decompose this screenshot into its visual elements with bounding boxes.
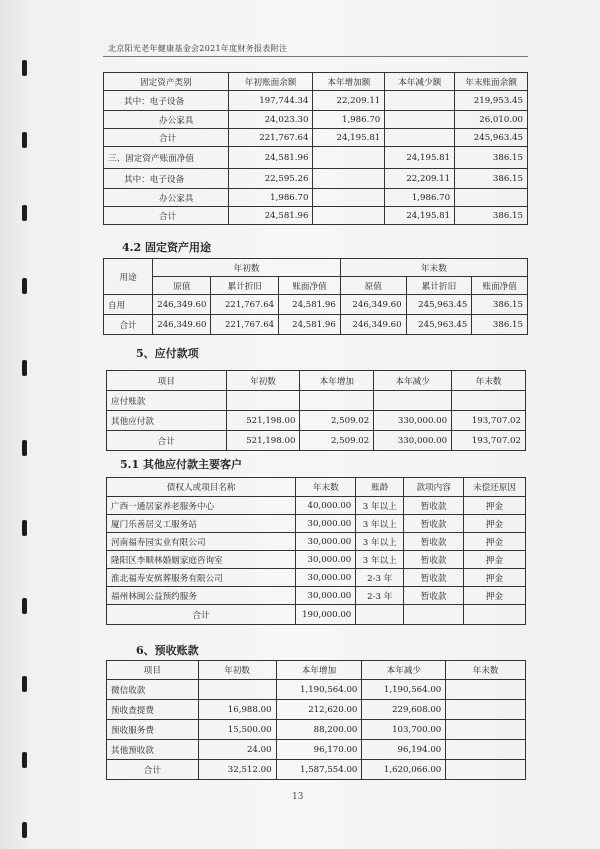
cell-value: 24,195.81: [313, 129, 385, 147]
cell-value: 330,000.00: [374, 411, 452, 431]
column-header: 项目: [107, 661, 199, 680]
row-label: 合计: [107, 760, 199, 780]
cell-value: 521,198.00: [226, 411, 300, 431]
creditor-name: 厦门乐善居义工服务站: [107, 515, 296, 533]
cell-value: 24,581.96: [228, 207, 313, 225]
cell-value: 219,953.45: [455, 91, 528, 111]
binding-hole: [22, 440, 27, 456]
binding-hole: [22, 132, 27, 148]
cell-value: 221,767.64: [211, 315, 279, 335]
creditor-name: 广西一通居家养老服务中心: [107, 497, 296, 515]
table-header-row: [107, 478, 526, 497]
column-header: 债权人或项目名称: [107, 478, 296, 497]
column-header: 本年增加: [276, 661, 362, 680]
cell-value: [385, 91, 455, 111]
empty-cell: [404, 605, 464, 625]
column-header: 款项内容: [404, 478, 464, 497]
row-label: 其中：电子设备: [104, 169, 229, 189]
section-title: 5.1 其他应付款主要客户: [120, 458, 242, 471]
column-header: 年末账面余额: [455, 73, 528, 91]
table-row: [107, 551, 526, 569]
cell-value: 1,986.70: [313, 111, 385, 129]
binding-hole: [22, 752, 27, 768]
row-label: 其他应付款: [107, 411, 227, 431]
cell-value: [446, 760, 526, 780]
cell-value: 1,587,554.00: [276, 760, 362, 780]
row-label: 微信收款: [107, 680, 199, 700]
cell-value: 1,190,564.00: [362, 680, 446, 700]
cell-value: 330,000.00: [374, 431, 452, 451]
cell-value: [313, 207, 385, 225]
row-label: 办公家具: [104, 189, 229, 207]
row-label: 三、固定资产账面净值: [104, 147, 229, 169]
cell-value: 押金: [464, 569, 526, 587]
cell-value: 40,000.00: [296, 497, 356, 515]
column-header: 原值: [153, 277, 211, 295]
binding-hole: [22, 676, 27, 692]
row-label: 其他预收款: [107, 740, 199, 760]
cell-value: 197,744.34: [228, 91, 313, 111]
table-row: [107, 391, 526, 411]
section-title: 5、应付款项: [136, 347, 199, 360]
cell-value: 24,581.96: [279, 315, 341, 335]
cell-value: 221,767.64: [228, 129, 313, 147]
cell-value: 24,581.96: [279, 295, 341, 315]
cell-value: 212,620.00: [276, 700, 362, 720]
cell-value: 245,963.45: [406, 315, 472, 335]
row-label: 预收查提费: [107, 700, 199, 720]
cell-value: 3 年以上: [356, 551, 404, 569]
creditor-name: 河南福寿园实业有限公司: [107, 533, 296, 551]
table-row: [107, 740, 526, 760]
cell-value: 1,620,066.00: [362, 760, 446, 780]
binding-hole: [22, 278, 27, 294]
table-row: [107, 680, 526, 700]
cell-value: 246,349.60: [153, 315, 211, 335]
fixed-assets-table: [103, 72, 528, 225]
row-label: 合计: [107, 431, 227, 451]
cell-value: 1,986.70: [228, 189, 313, 207]
table-row: [104, 207, 528, 225]
table-row: [104, 189, 528, 207]
table-row: [107, 720, 526, 740]
cell-value: 521,198.00: [226, 431, 300, 451]
column-header: 年初账面余额: [228, 73, 313, 91]
cell-value: 3 年以上: [356, 515, 404, 533]
creditor-name: 淮北福寿安殡葬服务有限公司: [107, 569, 296, 587]
table-header-row: [107, 661, 526, 680]
cell-value: 190,000.00: [296, 605, 356, 625]
table-row: [104, 111, 528, 129]
cell-value: 221,767.64: [211, 295, 279, 315]
cell-value: 押金: [464, 533, 526, 551]
cell-value: 暂收款: [404, 587, 464, 605]
table-total-row: [107, 760, 526, 780]
cell-value: [374, 391, 452, 411]
table-row: [107, 515, 526, 533]
binding-hole: [22, 598, 27, 614]
row-label: 合计: [104, 129, 229, 147]
cell-value: 24,581.96: [228, 147, 313, 169]
table-row: [107, 569, 526, 587]
table-row: [104, 147, 528, 169]
cell-value: 30,000.00: [296, 533, 356, 551]
empty-cell: [356, 605, 404, 625]
table-row: [104, 91, 528, 111]
table-subheader-row: [104, 277, 528, 295]
table-header-row: [104, 73, 528, 91]
column-header: 账面净值: [472, 277, 528, 295]
table-total-row: [107, 605, 526, 625]
other-payables-creditors-table: [106, 477, 526, 625]
row-label: 合计: [107, 605, 296, 625]
column-header: 本年增加: [300, 371, 374, 391]
column-header: 项目: [107, 371, 227, 391]
cell-value: 2-3 年: [356, 569, 404, 587]
column-header: 用途: [104, 259, 153, 295]
cell-value: 2,509.02: [300, 431, 374, 451]
cell-value: 24,195.81: [385, 207, 455, 225]
column-header: 未偿还原因: [464, 478, 526, 497]
cell-value: [446, 720, 526, 740]
cell-value: 1,190,564.00: [276, 680, 362, 700]
cell-value: 2-3 年: [356, 587, 404, 605]
cell-value: 16,988.00: [198, 700, 276, 720]
row-label: 应付账款: [107, 391, 227, 411]
cell-value: 386.15: [455, 207, 528, 225]
cell-value: 押金: [464, 587, 526, 605]
binding-holes: [0, 0, 40, 849]
cell-value: 押金: [464, 551, 526, 569]
cell-value: 22,595.26: [228, 169, 313, 189]
cell-value: [313, 189, 385, 207]
cell-value: 暂收款: [404, 515, 464, 533]
column-header: 本年减少: [362, 661, 446, 680]
column-header: 原值: [340, 277, 406, 295]
table-header-row: [104, 259, 528, 277]
empty-cell: [464, 605, 526, 625]
cell-value: 30,000.00: [296, 551, 356, 569]
column-header: 本年减少额: [385, 73, 455, 91]
cell-value: [452, 391, 526, 411]
table-row: [104, 295, 528, 315]
cell-value: [198, 680, 276, 700]
cell-value: 押金: [464, 497, 526, 515]
binding-hole: [22, 520, 27, 536]
table-row: [104, 315, 528, 335]
row-label: 合计: [104, 207, 229, 225]
cell-value: 2,509.02: [300, 411, 374, 431]
column-header: 账龄: [356, 478, 404, 497]
row-label: 办公家具: [104, 111, 229, 129]
column-header: 年初数: [226, 371, 300, 391]
cell-value: 386.15: [455, 147, 528, 169]
cell-value: 3 年以上: [356, 533, 404, 551]
cell-value: [446, 740, 526, 760]
cell-value: 26,010.00: [455, 111, 528, 129]
column-header: 累计折旧: [406, 277, 472, 295]
page-header: 北京阳光老年健康基金会2021年度财务报表附注: [108, 44, 288, 53]
table-header-row: [107, 371, 526, 391]
column-header: 本年增加额: [313, 73, 385, 91]
cell-value: 245,963.45: [455, 129, 528, 147]
cell-value: 24,023.30: [228, 111, 313, 129]
cell-value: 暂收款: [404, 497, 464, 515]
column-header: 累计折旧: [211, 277, 279, 295]
cell-value: 88,200.00: [276, 720, 362, 740]
fixed-assets-usage-table: [103, 258, 528, 335]
cell-value: 30,000.00: [296, 587, 356, 605]
cell-value: 22,209.11: [385, 169, 455, 189]
cell-value: [446, 700, 526, 720]
column-group-header: 年末数: [340, 259, 527, 277]
payables-table: [106, 370, 526, 451]
cell-value: [385, 111, 455, 129]
cell-value: [446, 680, 526, 700]
row-label: 其中：电子设备: [104, 91, 229, 111]
cell-value: 暂收款: [404, 551, 464, 569]
cell-value: 193,707.02: [452, 411, 526, 431]
cell-value: 245,963.45: [406, 295, 472, 315]
binding-hole: [22, 822, 27, 838]
cell-value: 193,707.02: [452, 431, 526, 451]
table-row: [107, 700, 526, 720]
cell-value: [226, 391, 300, 411]
table-row: [107, 587, 526, 605]
column-header: 固定资产类别: [104, 73, 229, 91]
section-title: 4.2 固定资产用途: [122, 241, 211, 254]
cell-value: 386.15: [455, 169, 528, 189]
header-rule: [103, 56, 528, 57]
cell-value: 246,349.60: [340, 295, 406, 315]
column-header: 年末数: [296, 478, 356, 497]
column-header: 年末数: [452, 371, 526, 391]
creditor-name: 隆阳区李顺林婚姻家庭咨询室: [107, 551, 296, 569]
cell-value: 103,700.00: [362, 720, 446, 740]
cell-value: 96,170.00: [276, 740, 362, 760]
column-header: 账面净值: [279, 277, 341, 295]
row-label: 自用: [104, 295, 153, 315]
cell-value: 96,194.00: [362, 740, 446, 760]
column-header: 本年减少: [374, 371, 452, 391]
row-label: 预收服务费: [107, 720, 199, 740]
advance-receipts-table: [106, 660, 526, 780]
cell-value: 3 年以上: [356, 497, 404, 515]
table-row: [107, 497, 526, 515]
cell-value: 24.00: [198, 740, 276, 760]
cell-value: 246,349.60: [153, 295, 211, 315]
binding-hole: [22, 60, 27, 76]
page-number: 13: [292, 792, 304, 802]
column-group-header: 年初数: [153, 259, 341, 277]
column-header: 年初数: [198, 661, 276, 680]
row-label: 合计: [104, 315, 153, 335]
cell-value: 30,000.00: [296, 515, 356, 533]
cell-value: 386.15: [472, 295, 528, 315]
cell-value: 30,000.00: [296, 569, 356, 587]
cell-value: 229,608.00: [362, 700, 446, 720]
cell-value: 246,349.60: [340, 315, 406, 335]
column-header: 年末数: [446, 661, 526, 680]
binding-hole: [22, 205, 27, 221]
cell-value: [455, 189, 528, 207]
cell-value: [300, 391, 374, 411]
section-title: 6、预收账款: [136, 644, 199, 657]
creditor-name: 福州林闽公益预约服务: [107, 587, 296, 605]
cell-value: [385, 129, 455, 147]
cell-value: 暂收款: [404, 533, 464, 551]
cell-value: 32,512.00: [198, 760, 276, 780]
cell-value: 386.15: [472, 315, 528, 335]
cell-value: 押金: [464, 515, 526, 533]
table-row: [104, 129, 528, 147]
table-row: [107, 533, 526, 551]
table-row: [104, 169, 528, 189]
cell-value: 暂收款: [404, 569, 464, 587]
cell-value: 15,500.00: [198, 720, 276, 740]
cell-value: [313, 169, 385, 189]
table-row: [107, 411, 526, 431]
binding-hole: [22, 360, 27, 376]
cell-value: 24,195.81: [385, 147, 455, 169]
cell-value: 1,986.70: [385, 189, 455, 207]
table-row: [107, 431, 526, 451]
cell-value: 22,209.11: [313, 91, 385, 111]
cell-value: [313, 147, 385, 169]
